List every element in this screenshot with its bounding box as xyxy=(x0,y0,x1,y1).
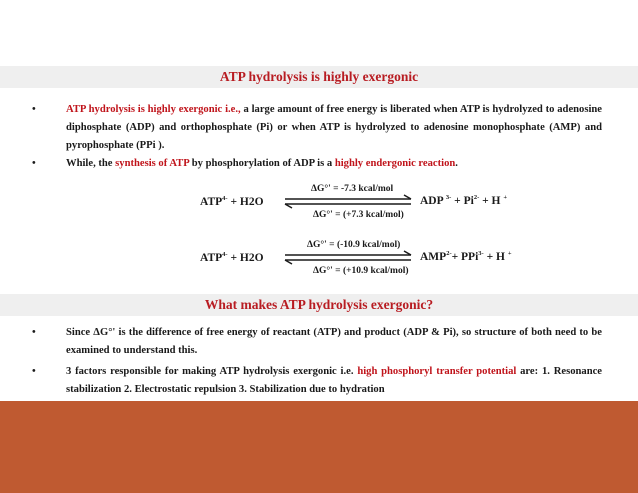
reaction2-dg-forward: ΔG°' = (-10.9 kcal/mol) xyxy=(307,240,401,250)
bullet-symbol: • xyxy=(32,158,36,169)
body-text: a large amount of free energy is liberated when ATP is hydrolyzed to adenosine diphosphate (ADP) and orthophosphate (Pi) or when ATP is hydrolyzed to adenosine monophosphate (AMP) and pyrophosphate (PPi ). xyxy=(66,104,602,151)
body-text: . xyxy=(455,158,458,169)
body-text: While, the xyxy=(66,158,116,169)
charge: 4- xyxy=(222,195,228,202)
highlight-text: highly endergonic reaction xyxy=(334,158,456,169)
bullet-symbol: • xyxy=(32,327,36,338)
bullet-symbol: • xyxy=(32,366,36,377)
reaction1-reactants xyxy=(200,195,264,208)
reaction2-dg-reverse: ΔG°' = (+10.9 kcal/mol) xyxy=(313,266,409,276)
bullet-item xyxy=(32,363,602,399)
product-ppi: + PPi xyxy=(451,251,479,263)
charge: + xyxy=(507,250,512,257)
reaction1-products xyxy=(420,194,507,207)
highlight-text: ATP hydrolysis is highly exergonic i.e., xyxy=(66,104,241,115)
reactant-atp: ATP xyxy=(200,196,223,208)
charge: 3- xyxy=(445,194,452,201)
product-proton: + H xyxy=(479,195,504,207)
section-title: What makes ATP hydrolysis exergonic? xyxy=(204,297,434,312)
body-text: by phosphorylation of ADP is a xyxy=(189,158,335,169)
bullet-item xyxy=(32,324,602,360)
charge: 2- xyxy=(473,194,480,201)
reaction2-reactants xyxy=(200,251,264,264)
charge: + xyxy=(503,194,508,201)
product-proton: + H xyxy=(483,251,508,263)
reaction2-products xyxy=(420,250,512,263)
reaction2-arrows xyxy=(285,251,411,264)
reactant-water: + H2O xyxy=(227,196,264,208)
reactant-water: + H2O xyxy=(227,252,264,264)
product-amp: AMP xyxy=(420,251,447,263)
highlight-text: high phosphoryl transfer potential xyxy=(357,366,517,377)
reaction1-dg-reverse: ΔG°' = (+7.3 kcal/mol) xyxy=(313,210,404,220)
highlight-text: synthesis of ATP xyxy=(115,158,190,169)
reaction1-dg-forward: ΔG°' = -7.3 kcal/mol xyxy=(311,184,394,194)
charge: 4- xyxy=(222,251,228,258)
footer-bar xyxy=(0,401,638,493)
product-pi: + Pi xyxy=(451,195,474,207)
body-text: are: 1. Resonance stabilization 2. Electrostatic repulsion 3. Stabilization due to hydration xyxy=(66,366,602,395)
bullet-text: Since ΔG°' is the difference of free energy of reactant (ATP) and product (ADP & Pi), so structure of both need to be examined to understand this. xyxy=(66,327,602,356)
reactant-atp: ATP xyxy=(200,252,223,264)
bullet-symbol: • xyxy=(32,104,36,115)
product-adp: ADP xyxy=(420,195,446,207)
charge: 2- xyxy=(446,250,452,257)
bullet-text xyxy=(66,363,602,399)
section-title: ATP hydrolysis is highly exergonic xyxy=(219,69,419,84)
charge: 3- xyxy=(478,250,484,257)
reaction1-arrows xyxy=(285,195,411,208)
body-text: 3 factors responsible for making ATP hydrolysis exergonic i.e. xyxy=(66,366,358,377)
